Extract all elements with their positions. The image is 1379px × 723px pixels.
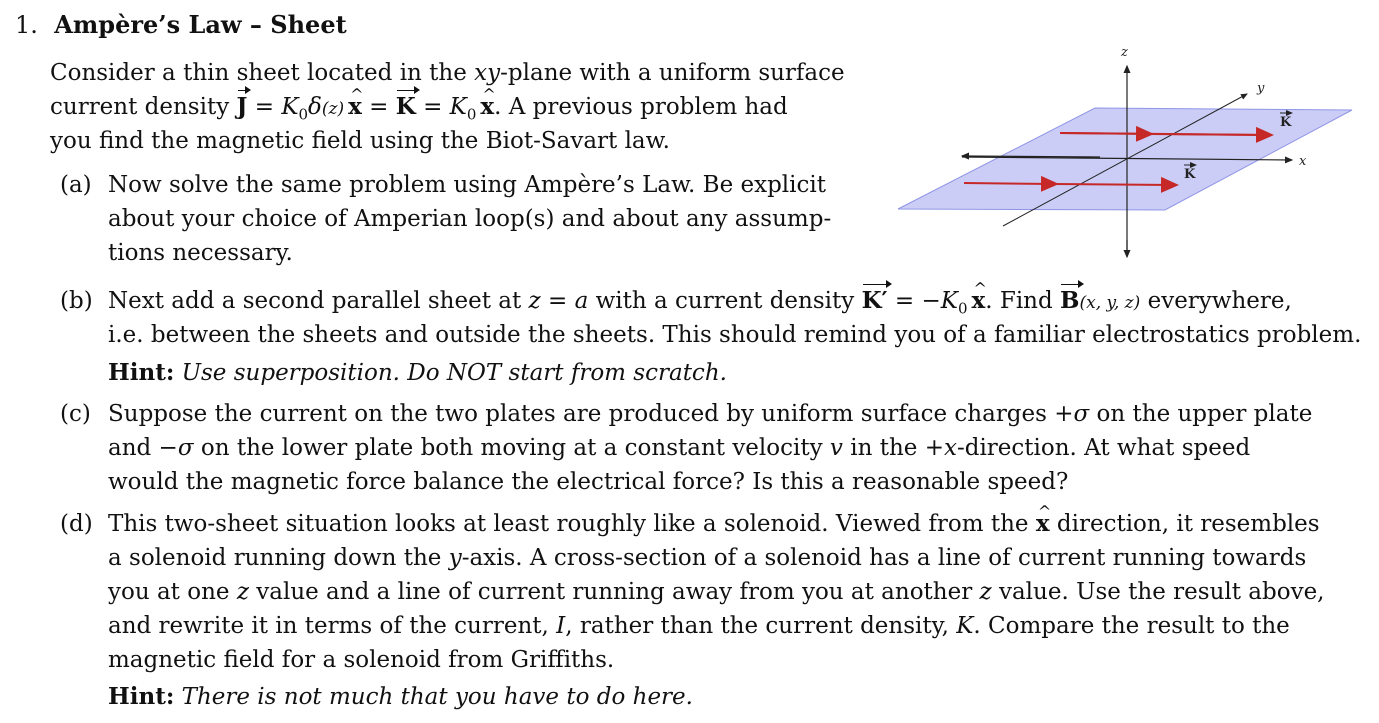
vector-J: J — [237, 90, 248, 124]
part-d-text: you at one — [108, 579, 237, 605]
math-sub: 0 — [957, 299, 968, 318]
hint-label: Hint: — [108, 359, 175, 386]
part-b-text: . Find — [985, 288, 1061, 314]
math-y: y — [448, 545, 462, 571]
intro-text: Consider a thin sheet located in the — [50, 60, 475, 86]
math-op: = — [540, 288, 575, 314]
unit-x-hat: x ^ — [972, 284, 986, 318]
axis-label-z: z — [1121, 45, 1128, 60]
hint-label: Hint: — [108, 683, 175, 710]
sheet-current-diagram — [895, 40, 1360, 265]
part-d-text: This two-sheet situation looks at least roughly like a solenoid. Viewed from the — [108, 511, 1036, 537]
current-arrow-lower — [964, 183, 1055, 184]
part-d-label: (d) — [60, 511, 93, 537]
part-c-text: on the upper plate — [1089, 401, 1313, 427]
part-d-text: , rather than the current density, — [565, 613, 957, 639]
vector-B: B — [1060, 284, 1079, 318]
part-d-line-3 — [108, 575, 1325, 609]
math-I: I — [556, 613, 566, 639]
vector-K: K — [396, 90, 416, 124]
part-c-line-2 — [108, 431, 1250, 465]
problem-number: 1. — [15, 11, 38, 39]
problem-heading: Ampère’s Law – Sheet — [54, 10, 347, 39]
part-a-label: (a) — [60, 172, 92, 198]
part-d-line-2 — [108, 541, 1306, 575]
part-c-text: in the + — [842, 435, 944, 461]
part-d-text: -axis. A cross-section of a solenoid has a line of current running towards — [461, 545, 1307, 571]
part-d-hint — [108, 680, 693, 714]
current-arrow-lower-end — [1055, 184, 1175, 185]
math-delta: δ — [308, 94, 322, 120]
math-K: K — [281, 94, 299, 120]
part-d-line-4 — [108, 609, 1290, 643]
current-label-K-upper: K — [1280, 115, 1292, 130]
part-d-line-5: magnetic field for a solenoid from Griffiths. — [108, 647, 615, 673]
hint-text: There is not much that you have to do here. — [174, 684, 693, 710]
math-x: x — [943, 435, 957, 461]
problem-title — [15, 10, 347, 39]
part-a-line-3: tions necessary. — [108, 240, 293, 266]
part-b-line-2: i.e. between the sheets and outside the sheets. This should remind you of a familiar electrostatics problem. — [108, 322, 1362, 348]
part-b-label: (b) — [60, 288, 93, 314]
current-label-K-lower: K — [1184, 167, 1196, 182]
axis-label-x: x — [1299, 154, 1307, 169]
math-arg: (x, y, z) — [1079, 293, 1141, 313]
part-c-label: (c) — [60, 401, 91, 427]
part-b-text: everywhere, — [1140, 288, 1292, 314]
math-K: K — [940, 288, 958, 314]
intro-line-3 — [50, 124, 670, 158]
current-arrow-upper-end — [1150, 134, 1270, 135]
math-a: a — [574, 288, 589, 314]
math-arg: (z) — [321, 99, 345, 119]
math-K: K — [956, 613, 974, 639]
math-sigma: σ — [177, 435, 194, 461]
part-d-line-1 — [108, 507, 1320, 541]
intro-text: . A previous problem had — [494, 94, 788, 120]
math-z: z — [979, 579, 992, 605]
math-z: z — [528, 288, 541, 314]
current-arrow-upper — [1060, 133, 1150, 134]
unit-x-hat: x ^ — [480, 90, 494, 124]
intro-text: you find the magnetic field using the Biot-Savart law. — [50, 128, 670, 154]
vector-K-prime: K′ — [862, 284, 888, 318]
part-b-text: with a current density — [588, 288, 862, 314]
part-d-text: . Compare the result to the — [973, 613, 1290, 639]
math-sub: 0 — [298, 105, 309, 124]
unit-x-hat: x ^ — [348, 90, 362, 124]
part-c-text: on the lower plate both moving at a constant velocity — [193, 435, 830, 461]
part-d-text: value and a line of current running away from you at another — [248, 579, 980, 605]
math-op: = — [415, 94, 450, 120]
part-c-line-1 — [108, 397, 1312, 431]
part-a-line-2: about your choice of Amperian loop(s) and about any assump- — [108, 206, 832, 232]
math-sigma: σ — [1073, 401, 1090, 427]
part-c-text: and − — [108, 435, 178, 461]
unit-x-hat: x ^ — [1036, 507, 1050, 541]
math-op: = — [361, 94, 396, 120]
intro-text: -plane with a uniform surface — [500, 60, 845, 86]
part-d-text: value. Use the result above, — [991, 579, 1325, 605]
math-v: v — [829, 435, 843, 461]
part-c-line-3: would the magnetic force balance the electrical force? Is this a reasonable speed? — [108, 469, 1069, 495]
math-xy: xy — [474, 60, 501, 86]
intro-text: current density — [50, 94, 237, 120]
part-a-line-1: Now solve the same problem using Ampère’s Law. Be explicit — [108, 172, 826, 198]
intro-line-1 — [50, 56, 845, 90]
math-sub: 0 — [466, 105, 477, 124]
math-op: = — [247, 94, 282, 120]
part-c-text: Suppose the current on the two plates are produced by uniform surface charges + — [108, 401, 1074, 427]
axis-label-y: y — [1257, 81, 1265, 96]
hint-text: Use superposition. Do NOT start from scratch. — [174, 360, 727, 386]
part-b-hint — [108, 356, 727, 390]
part-b-text: Next add a second parallel sheet at — [108, 288, 529, 314]
math-op: = − — [887, 288, 941, 314]
part-d-text: a solenoid running down the — [108, 545, 449, 571]
part-d-text: and rewrite it in terms of the current, — [108, 613, 557, 639]
part-d-text: direction, it resembles — [1049, 511, 1320, 537]
math-z: z — [236, 579, 249, 605]
math-K: K — [449, 94, 467, 120]
part-c-text: -direction. At what speed — [956, 435, 1251, 461]
